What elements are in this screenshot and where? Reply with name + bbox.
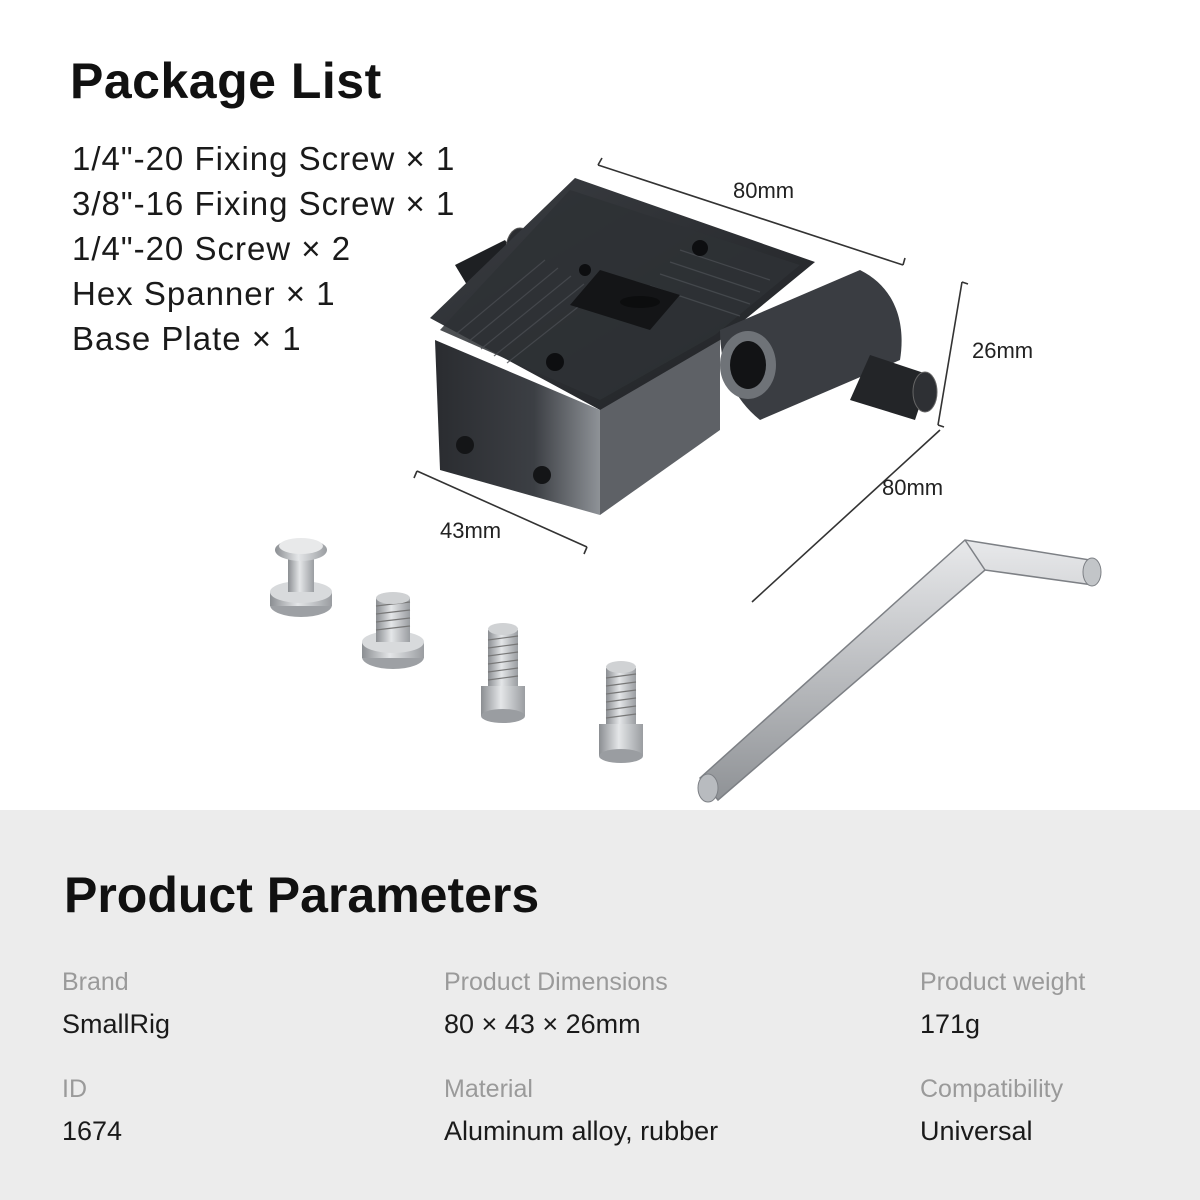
package-item-hex-spanner: Hex Spanner × 1	[72, 275, 336, 312]
dimension-height: 26mm	[972, 338, 1034, 363]
param-weight-value: 171g	[920, 1009, 981, 1039]
param-material-label: Material	[444, 1075, 533, 1103]
fixing-screw-quarter-image	[270, 538, 332, 617]
param-material	[444, 1075, 718, 1147]
package-item-fixing-screw-three-eighths: 3/8"-16 Fixing Screw × 1	[72, 185, 456, 222]
param-id	[62, 1075, 122, 1147]
param-dimensions-label: Product Dimensions	[444, 968, 668, 996]
screw-two-image	[599, 661, 643, 763]
dimension-depth: 80mm	[882, 475, 944, 500]
param-brand-value: SmallRig	[62, 1009, 171, 1039]
package-list-title: Package List	[70, 53, 382, 109]
param-id-label: ID	[62, 1075, 87, 1103]
param-compatibility-value: Universal	[920, 1116, 1033, 1146]
param-dimensions	[444, 968, 668, 1040]
param-dimensions-value: 80 × 43 × 26mm	[444, 1009, 641, 1039]
param-compatibility-label: Compatibility	[920, 1075, 1064, 1103]
dimension-width: 43mm	[440, 518, 502, 543]
param-weight-label: Product weight	[920, 968, 1086, 996]
param-brand	[62, 968, 170, 1040]
param-material-value: Aluminum alloy, rubber	[444, 1116, 719, 1146]
param-compatibility	[920, 1075, 1063, 1147]
param-id-value: 1674	[62, 1116, 123, 1146]
screw-one-image	[481, 623, 525, 723]
base-plate-image	[430, 178, 937, 515]
fixing-screw-three-eighths-image	[362, 592, 424, 669]
package-item-fixing-screw-quarter: 1/4"-20 Fixing Screw × 1	[72, 140, 456, 177]
package-item-screws: 1/4"-20 Screw × 2	[72, 230, 352, 267]
package-item-base-plate: Base Plate × 1	[72, 320, 302, 357]
product-parameters-title: Product Parameters	[64, 867, 540, 923]
param-brand-label: Brand	[62, 968, 129, 996]
dimension-top-length: 80mm	[733, 178, 795, 203]
param-weight	[920, 968, 1085, 1040]
hex-spanner-image	[698, 540, 1101, 802]
